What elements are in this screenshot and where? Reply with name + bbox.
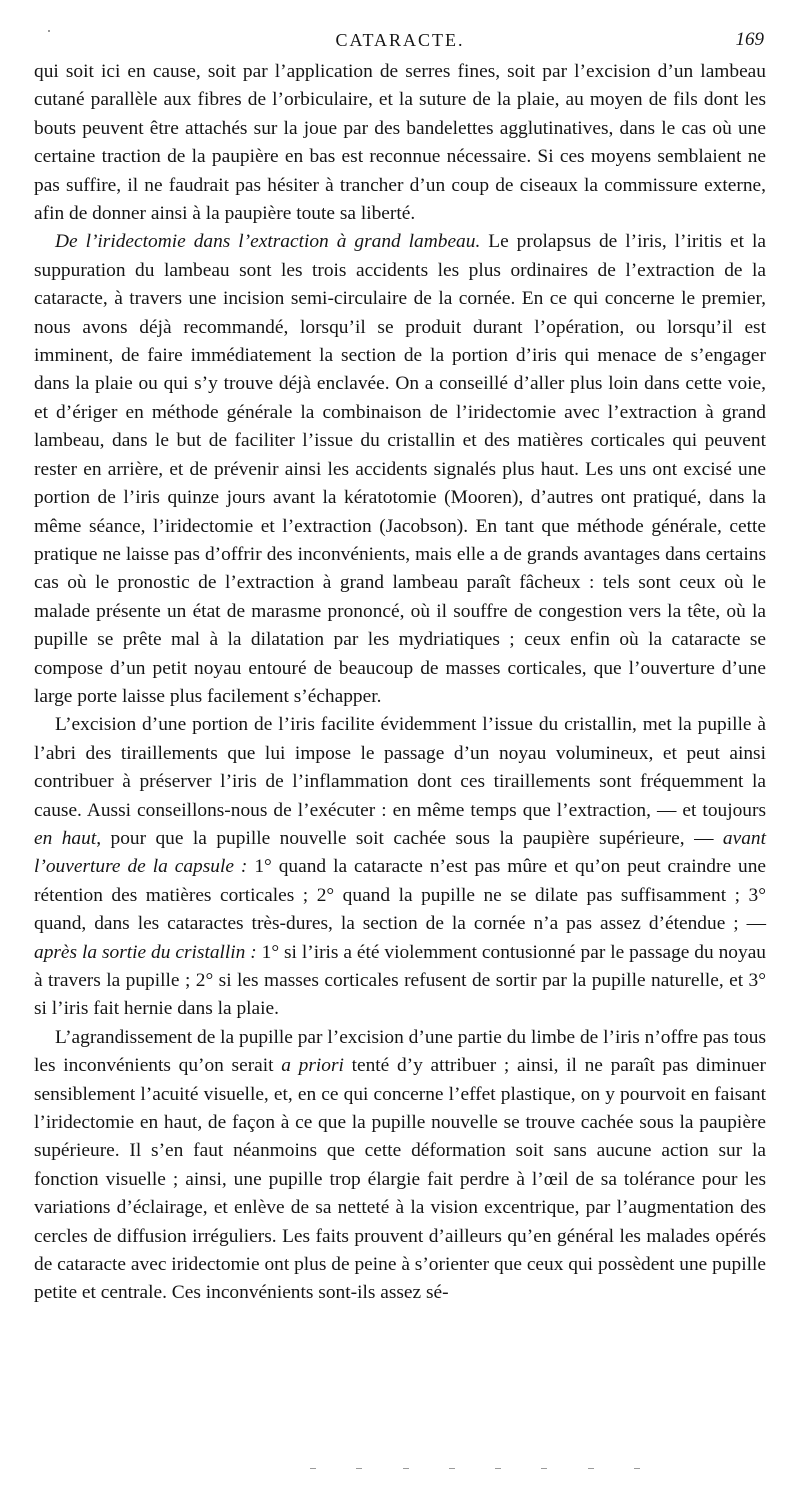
paragraph-excision — [34, 711, 766, 1023]
running-title: CATARACTE. — [335, 30, 465, 50]
page-number: 169 — [735, 29, 764, 50]
emphasis-text: a priori — [281, 1055, 344, 1077]
paragraph-iridectomie — [34, 228, 766, 711]
paragraph-agrandissement — [34, 1024, 766, 1308]
paragraph-text: L’agrandissement de la pupille par l’excision d’une partie du limbe de l’iris n’offre pas tous les inconvénients qu’on serait — [34, 1026, 766, 1077]
page-header — [34, 0, 766, 58]
book-page — [34, 0, 766, 1308]
paragraph-text: Le prolapsus de l’iris, l’iritis et la suppuration du lambeau sont les trois accidents les plus ordinaires de l’extraction de la cataracte, à travers une incision semi-circulaire de la cornée. En ce qui concerne le premier, nous avons déjà recommandé, lorsqu’il se produit durant l’opération, ou lorsqu’il est imminent, de faire immédiatement la section de la portion d’iris qui menace de s’engager dans la plaie ou qui s’y trouve déjà enclavée. On a conseillé d’aller plus loin dans cette voie, et d’ériger en méthode générale la combinaison de l’iridectomie avec l’extraction à grand lambeau, dans le but de faciliter l’issue du cristallin et des matières corticales qui peuvent rester en arrière, et de prévenir ainsi les accidents signalés plus haut. Les uns ont excisé une portion de l’iris quinze jours avant la kératotomie (Mooren), d’autres ont pratiqué, dans la même séance, l’iridectomie et l’extraction (Jacobson). En tant que méthode générale, cette pratique ne laisse pas d’offrir des inconvénients, mais elle a de grands avantages dans certains cas où le pronostic de l’extraction à grand lambeau paraît fâcheux : tels sont ceux où le malade présente un état de marasme prononcé, où il souffre de congestion vers la tête, où la pupille se prête mal à la dilatation par les mydriatiques ; ceux enfin où la cataracte se compose d’un petit noyau entouré de beaucoup de masses corticales, que l’ouverture d’une large porte laisse plus facilement s’échapper. — [34, 231, 766, 707]
paragraph-text: L’excision d’une portion de l’iris facilite évidemment l’issue du cristallin, met la pupille à l’abri des tiraillements que lui impose le passage d’un noyau volumineux, et peut ainsi contribuer à préserver l’iris de l’inflammation dont ces tiraillements sont fréquemment la cause. Aussi conseillons-nous de l’exécuter : en même temps que l’extraction, — et toujours — [34, 714, 766, 821]
body-text — [34, 58, 766, 1308]
print-marks — [310, 1468, 640, 1469]
emphasis-text: en haut — [34, 827, 97, 849]
paragraph-continuation: qui soit ici en cause, soit par l’application de serres fines, soit par l’excision d’un lambeau cutané parallèle aux fibres de l’orbiculaire, et la suture de la plaie, au moyen de fils dont les bouts peuvent être attachés sur la joue par des bandelettes agglutinatives, dans le cas où une certaine traction de la paupière en bas est reconnue nécessaire. Si ces moyens semblaient ne pas suffire, il ne faudrait pas hésiter à trancher d’un coup de ciseaux la commissure externe, afin de donner ainsi à la paupière toute sa liberté. — [34, 61, 766, 225]
section-subheading: De l’iridectomie dans l’extraction à grand lambeau. — [55, 231, 481, 253]
paragraph-text: , pour que la pupille nouvelle soit cachée sous la paupière supérieure, — — [96, 827, 723, 849]
emphasis-text: après la sortie du cristallin : — [34, 941, 257, 963]
paragraph-text: 1° si l’iris a été violemment contusionné par le passage du noyau à travers la pupille ; 2° si les masses corticales refusent de sortir par la pupille naturelle, et 3° si l’iris fait hernie dans la plaie. — [34, 941, 766, 1020]
paragraph-text: tenté d’y attribuer ; ainsi, il ne paraît pas diminuer sensiblement l’acuité visuelle, et, en ce qui concerne l’effet plastique, on y pourvoit en faisant l’iridectomie en haut, de façon à ce que la pupille nouvelle se trouve cachée sous la paupière supérieure. Il s’en faut néanmoins que cette déformation soit sans aucune action sur la fonction visuelle ; ainsi, une pupille trop élargie fait perdre à l’œil de sa tolérance pour les variations d’éclairage, et enlève de sa netteté à la vision excentrique, par l’augmentation des cercles de diffusion irréguliers. Les faits prouvent d’ailleurs qu’en général les malades opérés de cataracte avec iridectomie ont plus de peine à s’orienter que ceux qui possèdent une pupille petite et centrale. Ces inconvénients sont-ils assez sé- — [34, 1055, 766, 1304]
emphasis-text: avant l’ouverture de la capsule : — [34, 827, 766, 878]
paragraph-text: 1° quand la cataracte n’est pas mûre et qu’on peut craindre une rétention des matières corticales ; 2° quand la pupille ne se dilate pas suffisamment ; 3° quand, dans les cataractes très-dures, la section de la cornée n’a pas assez d’étendue ; — — [34, 856, 766, 935]
